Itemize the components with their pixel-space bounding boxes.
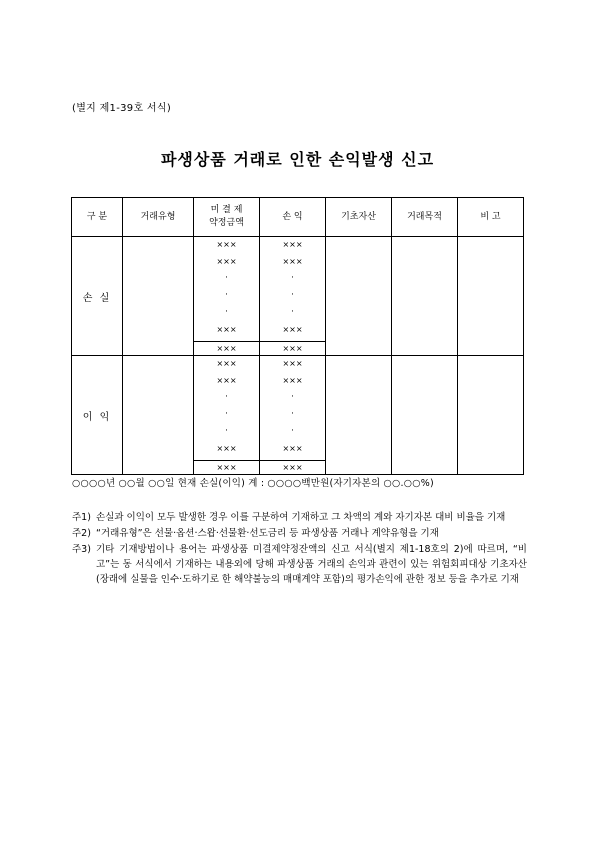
profit-amount-item: ×××: [216, 444, 237, 453]
profit-pnl-item: ×××: [282, 444, 303, 453]
loss-amount-list: [194, 239, 259, 341]
loss-pnl-item: ·: [291, 290, 294, 300]
profit-pnl-item: ·: [291, 409, 294, 419]
note-item: [72, 526, 527, 541]
loss-label: 손 실: [72, 237, 123, 356]
profit-purpose-cell[interactable]: [392, 356, 458, 475]
profit-amount-item: ·: [225, 392, 228, 402]
header-remarks: 비 고: [458, 198, 524, 237]
profit-amount-item: ·: [225, 426, 228, 436]
header-trade-purpose: 거래목적: [392, 198, 458, 237]
profit-amount-list: [194, 358, 259, 460]
profit-amount-item: ×××: [216, 376, 237, 385]
profit-amount-total: ×××: [194, 461, 260, 475]
summary-line: ○○○○년 ○○월 ○○일 현재 손실(이익) 계 : ○○○○백만원(자기자본의 ○○.○○%): [72, 478, 434, 489]
loss-pnl-item: ×××: [282, 325, 303, 334]
loss-amount-item: ·: [225, 273, 228, 283]
loss-pnl-item: ·: [291, 273, 294, 283]
profit-pnl-cell[interactable]: [260, 356, 326, 461]
loss-amount-total: ×××: [194, 342, 260, 356]
loss-amount-item: ·: [225, 307, 228, 317]
header-open-amount-line: 미 결 제: [210, 205, 243, 215]
page-title: 파생상품 거래로 인한 손익발생 신고: [160, 150, 435, 169]
header-open-amount-line: 약정금액: [209, 218, 244, 228]
loss-amount-item: ×××: [216, 257, 237, 266]
note-label: 주1): [72, 512, 91, 523]
header-row: [72, 198, 524, 237]
profit-pnl-total: ×××: [260, 461, 326, 475]
loss-amount-item: ×××: [216, 325, 237, 334]
profit-amount-item: ×××: [216, 359, 237, 368]
loss-pnl-cell[interactable]: [260, 237, 326, 342]
note-label: 주3): [72, 544, 91, 555]
profit-pnl-item: ·: [291, 426, 294, 436]
header-profit-loss: 손 익: [260, 198, 326, 237]
profit-pnl-item: ×××: [282, 376, 303, 385]
profit-amount-item: ·: [225, 409, 228, 419]
note-item: [72, 510, 527, 525]
profit-pnl-item: ·: [291, 392, 294, 402]
profit-pnl-item: ×××: [282, 359, 303, 368]
loss-underlying-cell[interactable]: [326, 237, 392, 356]
loss-purpose-cell[interactable]: [392, 237, 458, 356]
profit-label: 이 익: [72, 356, 123, 475]
loss-amount-item: ·: [225, 290, 228, 300]
loss-remarks-cell[interactable]: [458, 237, 524, 356]
notes-section: [72, 510, 527, 588]
header-open-amount-text: [194, 204, 259, 230]
header-category: 구 분: [72, 198, 123, 237]
profit-row: [72, 356, 524, 461]
profit-underlying-cell[interactable]: [326, 356, 392, 475]
loss-pnl-list: [260, 239, 325, 341]
note-label: 주2): [72, 528, 91, 539]
profit-trade-type-cell[interactable]: [123, 356, 194, 475]
note-text: 손실과 이익이 모두 발생한 경우 이를 구분하여 기재하고 그 차액의 계와 자기자본 대비 비율을 기재: [96, 512, 506, 523]
note-item: [72, 542, 527, 587]
form-number: (별지 제1-39호 서식): [72, 103, 172, 114]
loss-pnl-item: ·: [291, 307, 294, 317]
loss-pnl-item: ×××: [282, 257, 303, 266]
header-open-amount: [194, 198, 260, 237]
loss-pnl-total: ×××: [260, 342, 326, 356]
profit-pnl-list: [260, 358, 325, 460]
note-text: 기타 기재방법이나 용어는 파생상품 미결제약정잔액의 신고 서식(별지 제1-18호의 2)에 따르며, “비고”는 동 서식에서 기재하는 내용외에 당해 파생상품 거래의 손익과 관련이 있는 위험회피대상 기초자산(장래에 실물을 인수·도하기로 한 해약불능의 매매계약 포함)의 평가손익에 관한 정보 등을 추가로 기재: [96, 544, 527, 585]
note-text: “거래유형”은 선물·옵션·스왑·선물환·선도금리 등 파생상품 거래나 계약유형을 기재: [96, 528, 439, 539]
report-table: [71, 197, 524, 475]
profit-amount-cell[interactable]: [194, 356, 260, 461]
loss-row: [72, 237, 524, 342]
loss-amount-item: ×××: [216, 240, 237, 249]
profit-remarks-cell[interactable]: [458, 356, 524, 475]
loss-amount-cell[interactable]: [194, 237, 260, 342]
loss-trade-type-cell[interactable]: [123, 237, 194, 356]
header-underlying-asset: 기초자산: [326, 198, 392, 237]
loss-pnl-item: ×××: [282, 240, 303, 249]
header-trade-type: 거래유형: [123, 198, 194, 237]
